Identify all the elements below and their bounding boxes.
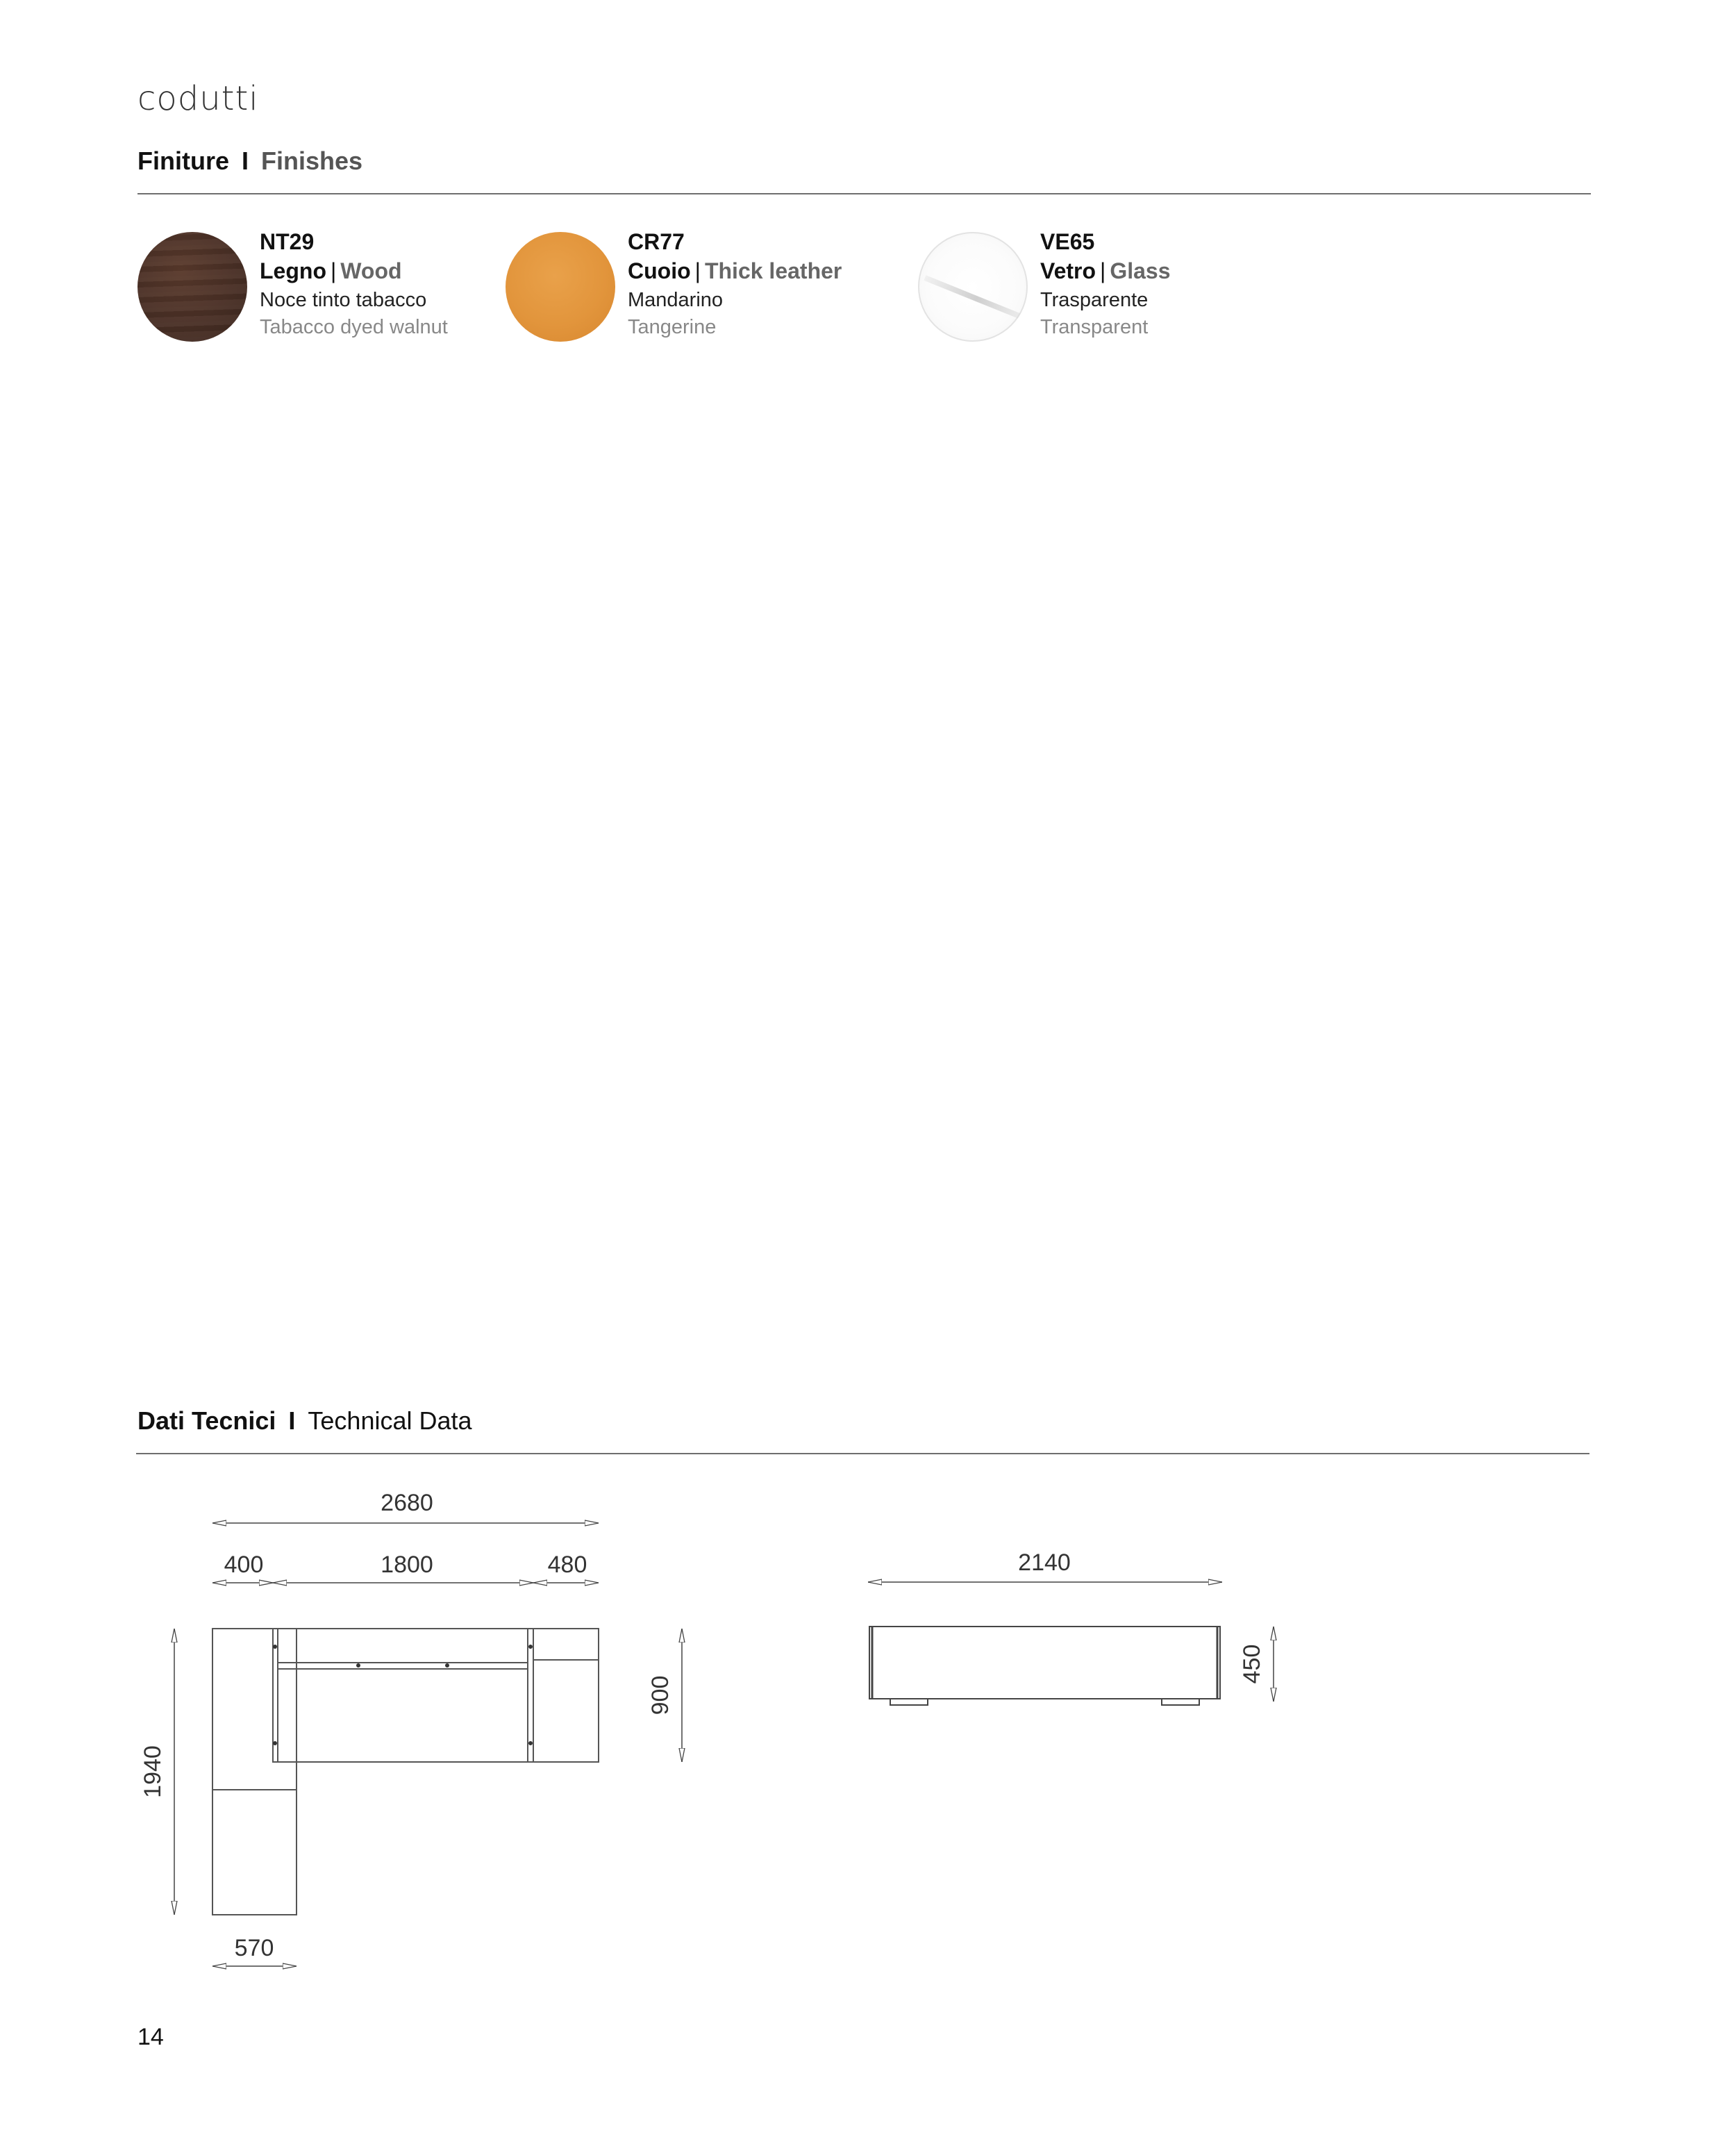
fixing-point	[445, 1663, 449, 1668]
finish-material-it: Legno	[260, 258, 326, 283]
dim-return-width: 570	[234, 1935, 274, 1961]
finish-material-en: Glass	[1110, 258, 1171, 283]
plan-fixing-points	[273, 1645, 533, 1745]
elevation-foot	[890, 1699, 928, 1705]
finish-material-en: Thick leather	[704, 258, 842, 283]
fixing-point	[528, 1741, 533, 1745]
technical-title-separator: I	[288, 1406, 296, 1435]
elevation-view	[869, 1627, 1220, 1705]
fixing-point	[273, 1645, 277, 1649]
brand-logo: codutti	[137, 79, 259, 118]
finish-material-en: Wood	[340, 258, 402, 283]
finish-material-it: Vetro	[1040, 258, 1096, 283]
dim-middle-width: 1800	[381, 1552, 433, 1578]
finish-material-divider: |	[1100, 258, 1106, 283]
elevation-desk-body	[869, 1627, 1220, 1699]
dim-elevation-height: 450	[1239, 1644, 1265, 1684]
dim-left-width: 400	[224, 1552, 264, 1578]
dim-right-width: 480	[547, 1552, 587, 1578]
plan-main-desk	[273, 1629, 533, 1762]
finish-code: VE65	[1040, 229, 1095, 254]
dim-overall-depth: 1940	[140, 1745, 166, 1798]
plan-view	[212, 1629, 599, 1915]
dim-overall-width: 2680	[381, 1490, 433, 1516]
finishes-title-en: Finishes	[261, 147, 363, 175]
finish-name-it: Mandarino	[628, 289, 724, 311]
finish-material-divider: |	[694, 258, 701, 283]
technical-title-en: Technical Data	[308, 1406, 472, 1435]
fixing-point	[528, 1645, 533, 1649]
finish-code: CR77	[628, 229, 685, 254]
page-number: 14	[137, 2024, 164, 2050]
plan-dimension-lines	[174, 1523, 682, 1966]
fixing-point	[273, 1741, 277, 1745]
fixing-point	[356, 1663, 360, 1668]
finish-material-it: Cuoio	[628, 258, 691, 283]
dim-elevation-width: 2140	[1018, 1549, 1071, 1576]
finish-name-it: Noce tinto tabacco	[260, 289, 427, 311]
finish-name-en: Tabacco dyed walnut	[260, 316, 448, 338]
finish-material-divider: |	[330, 258, 337, 283]
elevation-dimension-lines	[868, 1582, 1274, 1702]
plan-left-return	[212, 1629, 297, 1915]
elevation-foot	[1162, 1699, 1199, 1705]
finishes-title-separator: I	[242, 147, 249, 175]
technical-title-it: Dati Tecnici	[137, 1406, 276, 1435]
plan-right-cabinet	[533, 1629, 599, 1762]
finish-name-en: Transparent	[1040, 316, 1149, 338]
finishes-title-it: Finiture	[137, 147, 229, 175]
finish-code: NT29	[260, 229, 315, 254]
finish-name-en: Tangerine	[628, 316, 717, 338]
finish-name-it: Trasparente	[1040, 289, 1149, 311]
dim-depth: 900	[647, 1675, 674, 1715]
